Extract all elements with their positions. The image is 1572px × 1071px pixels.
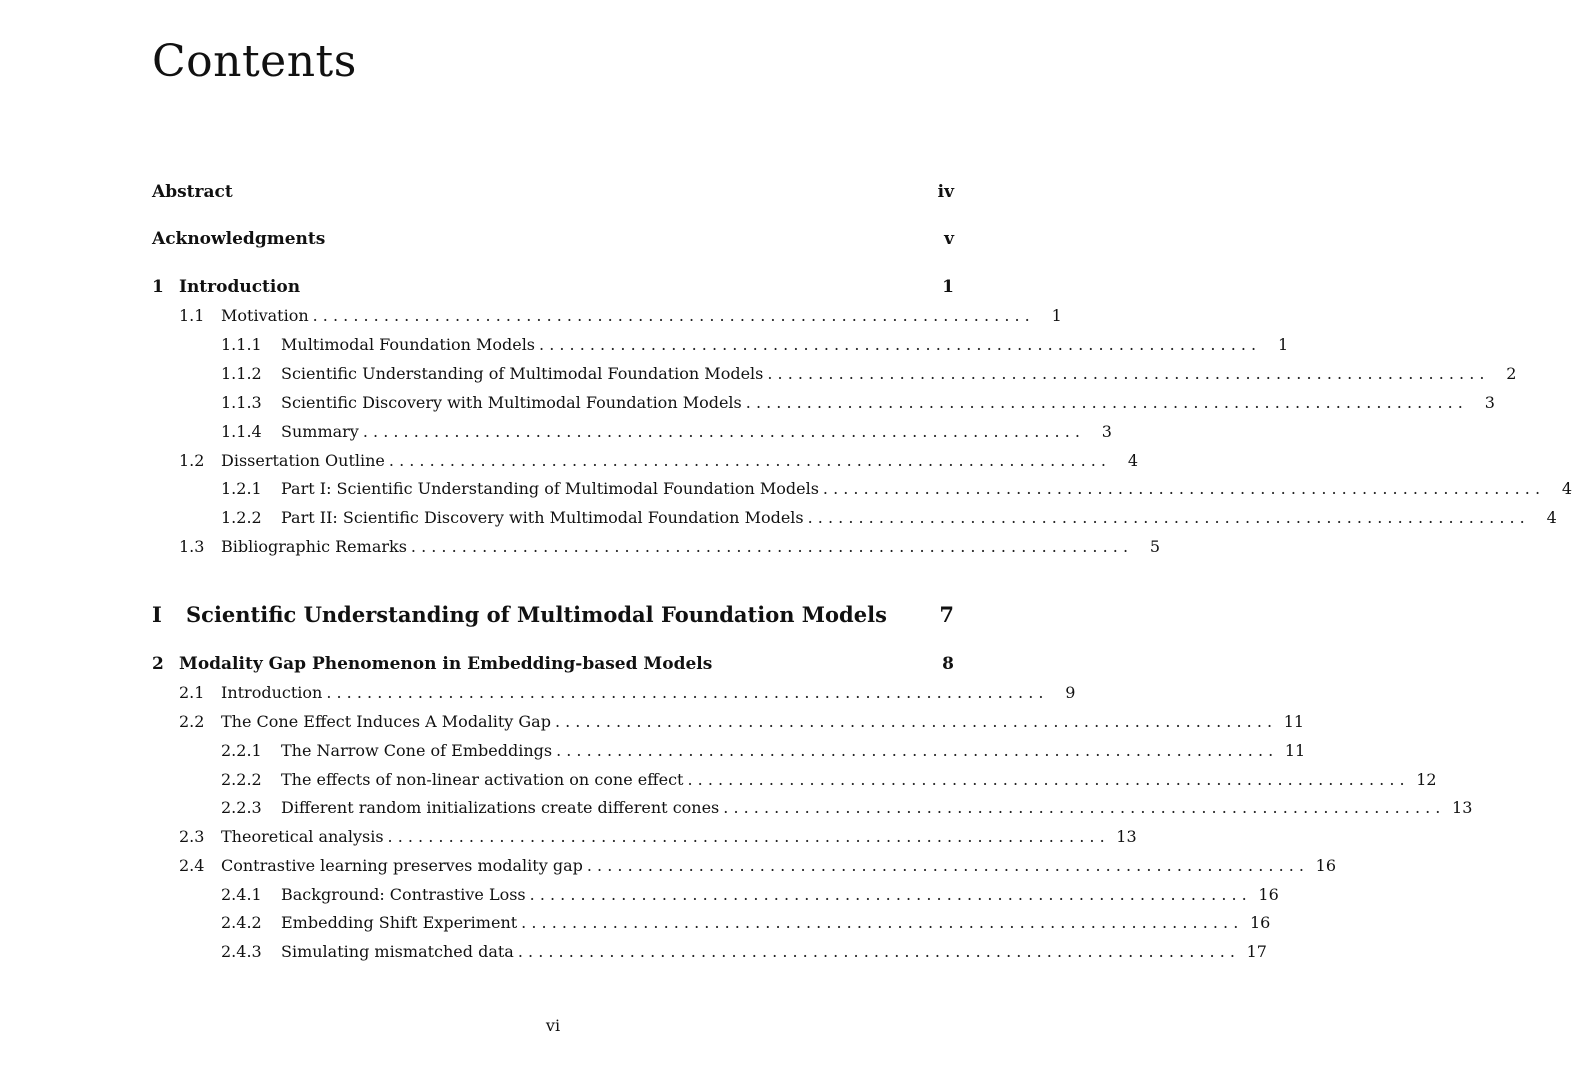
toc-entry-title: Part II: Scientific Discovery with Multimodal Foundation Models (281, 508, 804, 527)
toc-entry-subsection-1-1-1[interactable] (152, 334, 1289, 356)
toc-entry-number: 2.2 (179, 712, 205, 731)
toc-entry-chapter-2[interactable] (152, 653, 954, 675)
toc-entry-page: 4 (1561, 479, 1572, 498)
toc-entry-number: 2 (152, 654, 164, 674)
toc-entry-number: 1.1 (179, 306, 205, 325)
dot-leader: . . . . . . . . . . . . . . . . . . . . . . . . . . . . . . . . . . . . . . . . . . . . . . . . . . . . . . . . . . . . . . . . . . . . . . . (767, 364, 1485, 383)
toc-entry-acknowledgments[interactable] (152, 228, 954, 250)
dot-leader: . . . . . . . . . . . . . . . . . . . . . . . . . . . . . . . . . . . . . . . . . . . . . . . . . . . . . . . . . . . . . . . . . . . . . . . (723, 798, 1441, 817)
toc-entry-page: 11 (1284, 741, 1306, 760)
toc-entry-number: 2.4.2 (221, 913, 262, 932)
toc-entry-page: 17 (1246, 942, 1267, 961)
toc-entry-subsection-2-2-2[interactable] (152, 769, 1437, 791)
toc-entry-page: 1 (1277, 335, 1289, 354)
toc-entry-title: Introduction (221, 683, 323, 702)
toc-entry-title: The Cone Effect Induces A Modality Gap (221, 712, 551, 731)
toc-entry-title: Contrastive learning preserves modality gap (221, 856, 583, 875)
toc-entry-page: 12 (1416, 770, 1437, 789)
toc-entry-page: 3 (1484, 393, 1495, 412)
toc-entry-part-1[interactable] (152, 602, 954, 628)
page-title: Contents (152, 36, 357, 87)
toc-entry-subsection-1-2-2[interactable] (152, 507, 1557, 529)
toc-entry-subsection-1-1-2[interactable] (152, 363, 1517, 385)
toc-entry-page: 13 (1452, 798, 1473, 817)
toc-entry-section-2-1[interactable] (152, 682, 1076, 704)
toc-entry-section-1-3[interactable] (152, 536, 1161, 558)
toc-entry-number: 2.4.3 (221, 942, 262, 961)
toc-entry-title: Multimodal Foundation Models (281, 335, 536, 354)
dot-leader: . . . . . . . . . . . . . . . . . . . . . . . . . . . . . . . . . . . . . . . . . . . . . . . . . . . . . . . . . . . . . . . . . . . . . . . (388, 451, 1107, 470)
dot-leader: . . . . . . . . . . . . . . . . . . . . . . . . . . . . . . . . . . . . . . . . . . . . . . . . . . . . . . . . . . . . . . . . . . . . . . . (517, 942, 1235, 961)
toc-entry-title: Different random initializations create different cones (281, 798, 720, 817)
toc-entry-section-2-2[interactable] (152, 711, 1305, 733)
toc-entry-section-2-4[interactable] (152, 855, 1336, 877)
toc-entry-number: 2.2.3 (221, 798, 262, 817)
toc-entry-page: 7 (939, 602, 954, 627)
toc-entry-page: iv (937, 182, 954, 202)
toc-entry-page: 2 (1506, 364, 1517, 383)
toc-entry-page: 16 (1249, 913, 1271, 932)
toc-entry-title: Introduction (179, 277, 301, 297)
toc-entry-number: 1.3 (179, 537, 205, 556)
toc-entry-page: 16 (1315, 856, 1336, 875)
toc-entry-number: 1.1.3 (221, 393, 262, 412)
toc-entry-number: 2.2.1 (221, 741, 262, 760)
toc-entry-subsection-1-2-1[interactable] (152, 478, 1572, 500)
toc-entry-subsection-2-4-3[interactable] (152, 941, 1267, 963)
dot-leader: . . . . . . . . . . . . . . . . . . . . . . . . . . . . . . . . . . . . . . . . . . . . . . . . . . . . . . . . . . . . . . . . . . . . . . . (687, 770, 1405, 789)
toc-entry-subsection-2-4-1[interactable] (152, 884, 1279, 906)
dot-leader: . . . . . . . . . . . . . . . . . . . . . . . . . . . . . . . . . . . . . . . . . . . . . . . . . . . . . . . . . . . . . . . . . . . . . . . (807, 508, 1525, 527)
toc-entry-page: 1 (1051, 306, 1062, 325)
toc-entry-page: 5 (1149, 537, 1161, 556)
toc-entry-subsection-1-1-4[interactable] (152, 421, 1112, 443)
toc-entry-number: 1.1.2 (221, 364, 262, 383)
dot-leader: . . . . . . . . . . . . . . . . . . . . . . . . . . . . . . . . . . . . . . . . . . . . . . . . . . . . . . . . . . . . . . . . . . . . . . . (556, 741, 1274, 760)
toc-entry-title: Scientific Understanding of Multimodal Foundation Models (281, 364, 764, 383)
toc-entry-title: Bibliographic Remarks (221, 537, 407, 556)
toc-entry-chapter-1[interactable] (152, 276, 954, 298)
toc-entry-abstract[interactable] (152, 181, 954, 203)
toc-entry-number: 1.2.1 (221, 479, 262, 498)
toc-entry-page: 1 (942, 277, 954, 297)
dot-leader: . . . . . . . . . . . . . . . . . . . . . . . . . . . . . . . . . . . . . . . . . . . . . . . . . . . . . . . . . . . . . . . . . . . . . . . (387, 827, 1105, 846)
toc-entry-number: 1.2.2 (221, 508, 262, 527)
toc-entry-title: Background: Contrastive Loss (281, 885, 526, 904)
toc-entry-number: 1 (152, 277, 164, 297)
toc-entry-subsection-1-1-3[interactable] (152, 392, 1495, 414)
dot-leader: . . . . . . . . . . . . . . . . . . . . . . . . . . . . . . . . . . . . . . . . . . . . . . . . . . . . . . . . . . . . . . . . . . . . . . . (326, 683, 1044, 702)
toc-entry-title: Simulating mismatched data (281, 942, 514, 961)
dot-leader: . . . . . . . . . . . . . . . . . . . . . . . . . . . . . . . . . . . . . . . . . . . . . . . . . . . . . . . . . . . . . . . . . . . . . . . (410, 537, 1129, 556)
toc-entry-page: 11 (1283, 712, 1305, 731)
toc-entry-title: Motivation (221, 306, 309, 325)
toc-entry-subsection-2-2-3[interactable] (152, 797, 1473, 819)
dot-leader: . . . . . . . . . . . . . . . . . . . . . . . . . . . . . . . . . . . . . . . . . . . . . . . . . . . . . . . . . . . . . . . . . . . . . . . (586, 856, 1304, 875)
dot-leader: . . . . . . . . . . . . . . . . . . . . . . . . . . . . . . . . . . . . . . . . . . . . . . . . . . . . . . . . . . . . . . . . . . . . . . . (521, 913, 1239, 932)
toc-entry-number: 1.2 (179, 451, 205, 470)
toc-entry-page: 4 (1127, 451, 1139, 470)
toc-entry-page: 9 (1065, 683, 1076, 702)
dot-leader: . . . . . . . . . . . . . . . . . . . . . . . . . . . . . . . . . . . . . . . . . . . . . . . . . . . . . . . . . . . . . . . . . . . . . . . (362, 422, 1080, 441)
toc-entry-number: 2.2.2 (221, 770, 262, 789)
dot-leader: . . . . . . . . . . . . . . . . . . . . . . . . . . . . . . . . . . . . . . . . . . . . . . . . . . . . . . . . . . . . . . . . . . . . . . . (745, 393, 1463, 412)
toc-entry-section-1-2[interactable] (152, 450, 1139, 472)
toc-entry-page: v (944, 229, 954, 249)
toc-entry-title: The Narrow Cone of Embeddings (281, 741, 553, 760)
toc-entry-subsection-2-2-1[interactable] (152, 740, 1306, 762)
toc-entry-page: 16 (1258, 885, 1279, 904)
toc-entry-title: Acknowledgments (152, 229, 326, 249)
toc-entry-page: 13 (1116, 827, 1137, 846)
toc-entry-number: 1.1.1 (221, 335, 262, 354)
toc-entry-number: 2.1 (179, 683, 205, 702)
toc-entry-page: 3 (1101, 422, 1112, 441)
toc-entry-title: The effects of non-linear activation on cone effect (281, 770, 684, 789)
toc-entry-title: Embedding Shift Experiment (281, 913, 518, 932)
dot-leader: . . . . . . . . . . . . . . . . . . . . . . . . . . . . . . . . . . . . . . . . . . . . . . . . . . . . . . . . . . . . . . . . . . . . . . . (312, 306, 1030, 325)
toc-entry-page: 8 (942, 654, 954, 674)
toc-entry-title: Dissertation Outline (221, 451, 385, 470)
toc-entry-section-2-3[interactable] (152, 826, 1137, 848)
toc-entry-title: Scientific Discovery with Multimodal Foundation Models (281, 393, 742, 412)
dot-leader: . . . . . . . . . . . . . . . . . . . . . . . . . . . . . . . . . . . . . . . . . . . . . . . . . . . . . . . . . . . . . . . . . . . . . . . (554, 712, 1273, 731)
dot-leader: . . . . . . . . . . . . . . . . . . . . . . . . . . . . . . . . . . . . . . . . . . . . . . . . . . . . . . . . . . . . . . . . . . . . . . . (539, 335, 1257, 354)
toc-entry-title: Summary (281, 422, 359, 441)
toc-entry-title: Abstract (152, 182, 233, 202)
toc-entry-number: I (152, 602, 162, 627)
dot-leader: . . . . . . . . . . . . . . . . . . . . . . . . . . . . . . . . . . . . . . . . . . . . . . . . . . . . . . . . . . . . . . . . . . . . . . . (529, 885, 1247, 904)
toc-entry-section-1-1[interactable] (152, 305, 1062, 327)
toc-entry-title: Scientific Understanding of Multimodal Foundation Models (186, 602, 887, 627)
toc-entry-subsection-2-4-2[interactable] (152, 912, 1271, 934)
toc-entry-number: 1.1.4 (221, 422, 262, 441)
toc-entry-number: 2.3 (179, 827, 205, 846)
toc-entry-title: Theoretical analysis (221, 827, 384, 846)
toc-entry-title: Modality Gap Phenomenon in Embedding-based Models (179, 654, 713, 674)
toc-entry-number: 2.4.1 (221, 885, 262, 904)
page-number: vi (545, 1016, 561, 1035)
toc-entry-page: 4 (1546, 508, 1557, 527)
toc-entry-title: Part I: Scientific Understanding of Multimodal Foundation Models (281, 479, 819, 498)
dot-leader: . . . . . . . . . . . . . . . . . . . . . . . . . . . . . . . . . . . . . . . . . . . . . . . . . . . . . . . . . . . . . . . . . . . . . . . (822, 479, 1541, 498)
toc-entry-number: 2.4 (179, 856, 205, 875)
